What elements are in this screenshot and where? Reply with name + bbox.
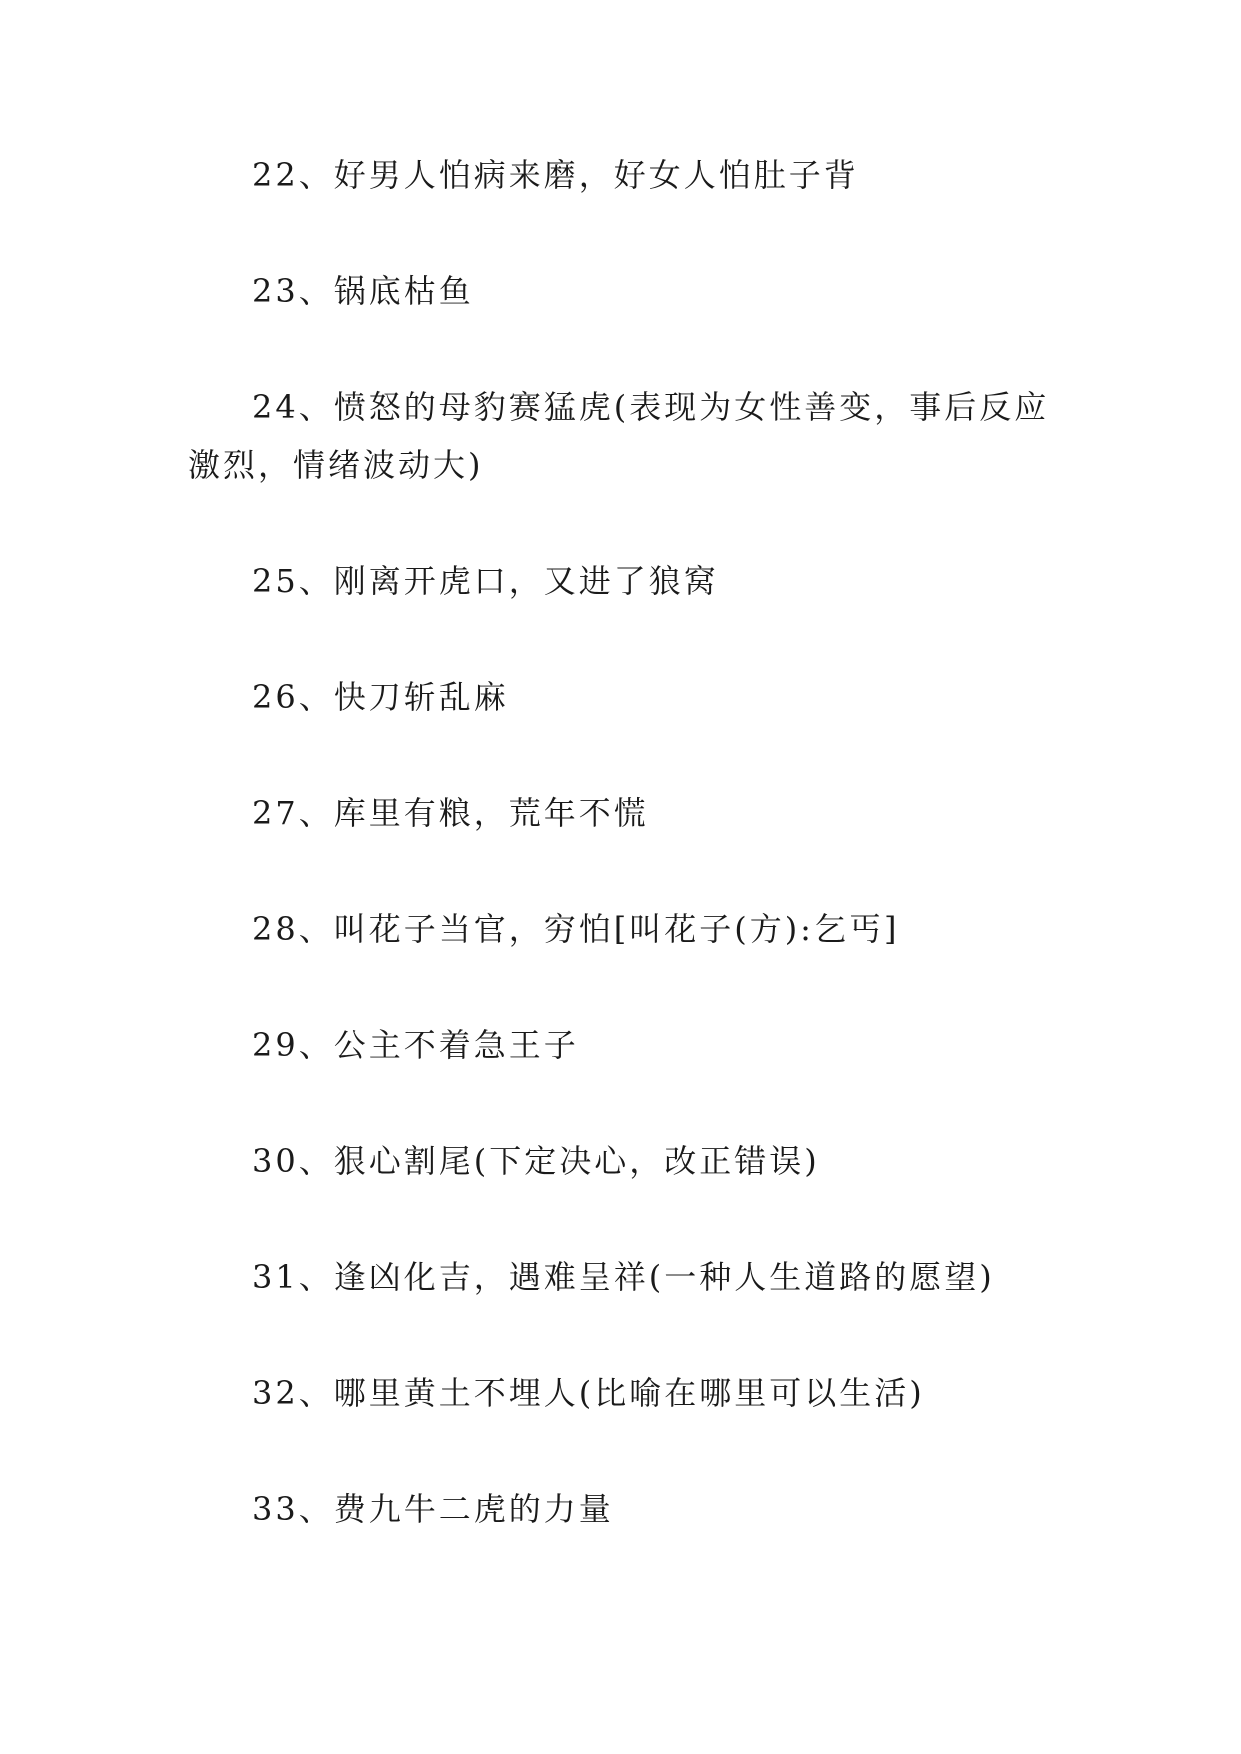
list-item: 27、库里有粮，荒年不慌 (252, 794, 649, 832)
list-item: 33、费九牛二虎的力量 (252, 1490, 614, 1528)
list-item: 26、快刀斩乱麻 (252, 678, 509, 716)
list-item: 31、逢凶化吉，遇难呈祥(一种人生道路的愿望) (252, 1258, 995, 1296)
list-item: 22、好男人怕病来磨，好女人怕肚子背 (252, 156, 859, 194)
list-item: 24、愤怒的母豹赛猛虎(表现为女性善变，事后反应激烈，情绪波动大) (188, 388, 1050, 484)
list-item: 23、锅底枯鱼 (252, 272, 474, 310)
list-item: 32、哪里黄土不埋人(比喻在哪里可以生活) (252, 1374, 925, 1412)
list-item: 28、叫花子当官，穷怕[叫花子(方):乞丐] (252, 910, 900, 948)
proverb-list (188, 146, 1054, 1596)
list-item: 30、狠心割尾(下定决心，改正错误) (252, 1142, 820, 1180)
list-item: 29、公主不着急王子 (252, 1026, 579, 1064)
list-item: 25、刚离开虎口，又进了狼窝 (252, 562, 719, 600)
